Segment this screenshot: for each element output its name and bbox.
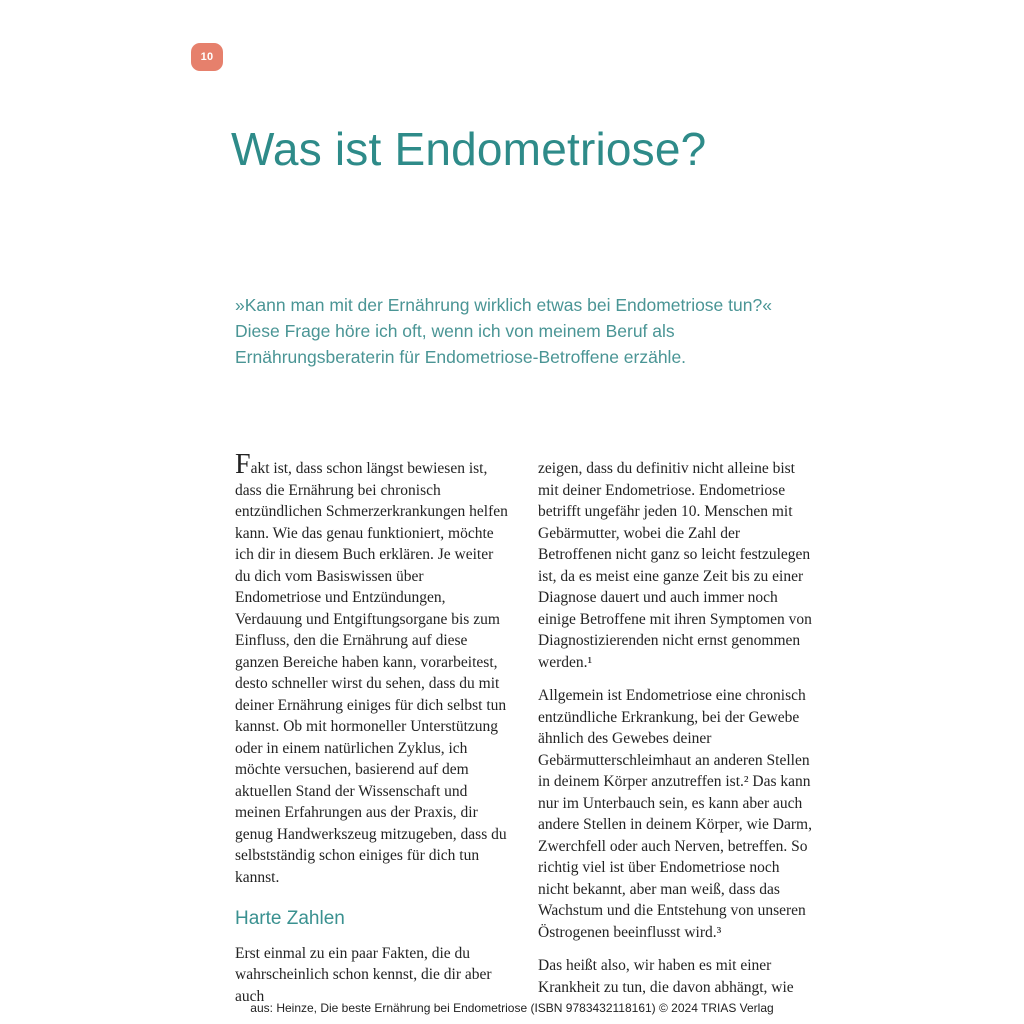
body-paragraph [235,449,509,888]
right-column [538,458,812,1007]
left-column [235,449,509,1007]
lead-paragraph: »Kann man mit der Ernährung wirklich etwas bei Endometriose tun?« Diese Frage höre ich oft, wenn ich von meinem Beruf als Ernährungsberaterin für Endometriose-Betroffene erzähle. [235,295,772,367]
source-credit: aus: Heinze, Die beste Ernährung bei Endometriose (ISBN 9783432118161) © 2024 TRIAS Verlag [250,1001,774,1015]
page-number-badge [191,43,223,71]
chapter-title: Was ist Endometriose? [231,123,707,175]
body-paragraph: Das heißt also, wir haben es mit einer Krankheit zu tun, die davon abhängt, wie [538,957,794,996]
initial-cap: F [235,449,251,480]
body-text: akt ist, dass schon längst bewiesen ist, dass die Ernährung bei chronisch entzündlichen Schmerzerkrankungen helfen kann. Wie das genau funktioniert, möchte ich dir in diesem Buch erklären. Je weiter du dich vom Basiswissen über Endometriose und Entzündungen, Verdauung und Entgiftungsorgane bis zum Einfluss, den die Ernährung auf diese ganzen Bereiche haben kann, vorarbeitest, desto schneller wirst du sehen, dass du mit deiner Ernährung einiges für dich selbst tun kannst. Ob mit hormoneller Unterstützung oder in einem natürlichen Zyklus, ich möchte versuchen, basierend auf dem aktuellen Stand der Wissenschaft und meinen Erfahrungen aus der Praxis, dir genug Handwerkszeug mitzugeben, dass du selbstständig schon einiges für dich tun kannst. [235,460,508,886]
body-paragraph: Allgemein ist Endometriose eine chronisch entzündliche Erkrankung, bei der Gewebe ähnlich des Gewebes deiner Gebärmutterschleimhaut an anderen Stellen in deinem Körper anzutreffen ist.² Das kann nur im Unterbauch sein, es kann aber auch andere Stellen in deinem Körper, wie Darm, Zwerchfell oder auch Nerven, betreffen. So richtig viel ist über Endometriose noch nicht bekannt, aber man weiß, dass das Wachstum und die Entstehung von unseren Östrogenen beeinflusst wird.³ [538,687,812,941]
body-columns [235,449,812,1007]
body-paragraph: zeigen, dass du definitiv nicht alleine bist mit deiner Endometriose. Endometriose betrifft ungefähr jeden 10. Menschen mit Gebärmutter, wobei die Zahl der Betroffenen nicht ganz so leicht festzulegen ist, da es meist eine ganze Zeit bis zu einer Diagnose dauert und auch immer noch einige Betroffene mit ihren Symptomen von Diagnostizierenden nicht ernst genommen werden.¹ [538,460,812,671]
page-number: 10 [200,51,214,63]
body-paragraph: Erst einmal zu ein paar Fakten, die du wahrscheinlich schon kennst, die dir aber auch [235,944,492,1005]
section-heading: Harte Zahlen [235,908,345,929]
